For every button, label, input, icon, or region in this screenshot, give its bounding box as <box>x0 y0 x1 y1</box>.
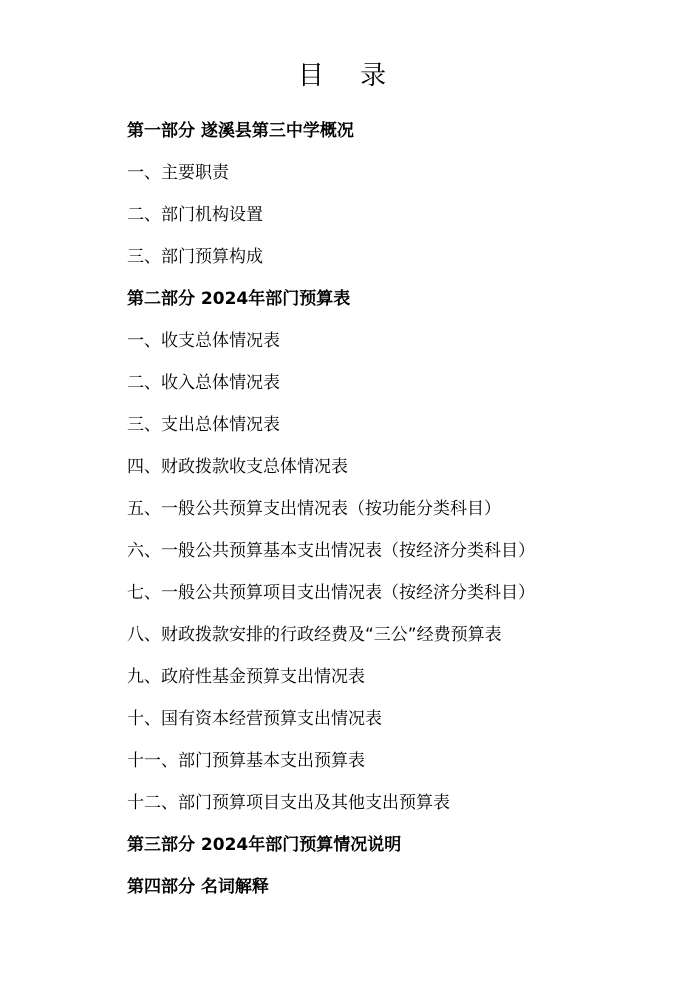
toc-entry: 九、政府性基金预算支出情况表 <box>127 667 365 687</box>
toc-entry: 十二、部门预算项目支出及其他支出预算表 <box>127 793 450 813</box>
toc-entry: 八、财政拨款安排的行政经费及“三公”经费预算表 <box>127 625 502 645</box>
toc-part-heading: 第二部分 2024年部门预算表 <box>127 289 351 309</box>
toc-entry: 四、财政拨款收支总体情况表 <box>127 457 348 477</box>
toc-entry: 一、收支总体情况表 <box>127 331 280 351</box>
toc-entry: 三、部门预算构成 <box>127 247 263 267</box>
toc-entry: 三、支出总体情况表 <box>127 415 280 435</box>
toc-part-heading: 第三部分 2024年部门预算情况说明 <box>127 835 402 855</box>
toc-entry: 六、一般公共预算基本支出情况表（按经济分类科目） <box>127 541 535 561</box>
table-of-contents <box>127 116 667 914</box>
toc-entry: 二、收入总体情况表 <box>127 373 280 393</box>
toc-entry: 五、一般公共预算支出情况表（按功能分类科目） <box>127 499 501 519</box>
toc-entry: 七、一般公共预算项目支出情况表（按经济分类科目） <box>127 583 535 603</box>
page-title: 目 录 <box>297 61 401 91</box>
toc-entry: 十、国有资本经营预算支出情况表 <box>127 709 382 729</box>
toc-entry: 二、部门机构设置 <box>127 205 263 225</box>
toc-entry: 一、主要职责 <box>127 163 229 183</box>
toc-part-heading: 第四部分 名词解释 <box>127 877 269 897</box>
toc-entry: 十一、部门预算基本支出预算表 <box>127 751 365 771</box>
toc-part-heading: 第一部分 遂溪县第三中学概况 <box>127 121 354 141</box>
